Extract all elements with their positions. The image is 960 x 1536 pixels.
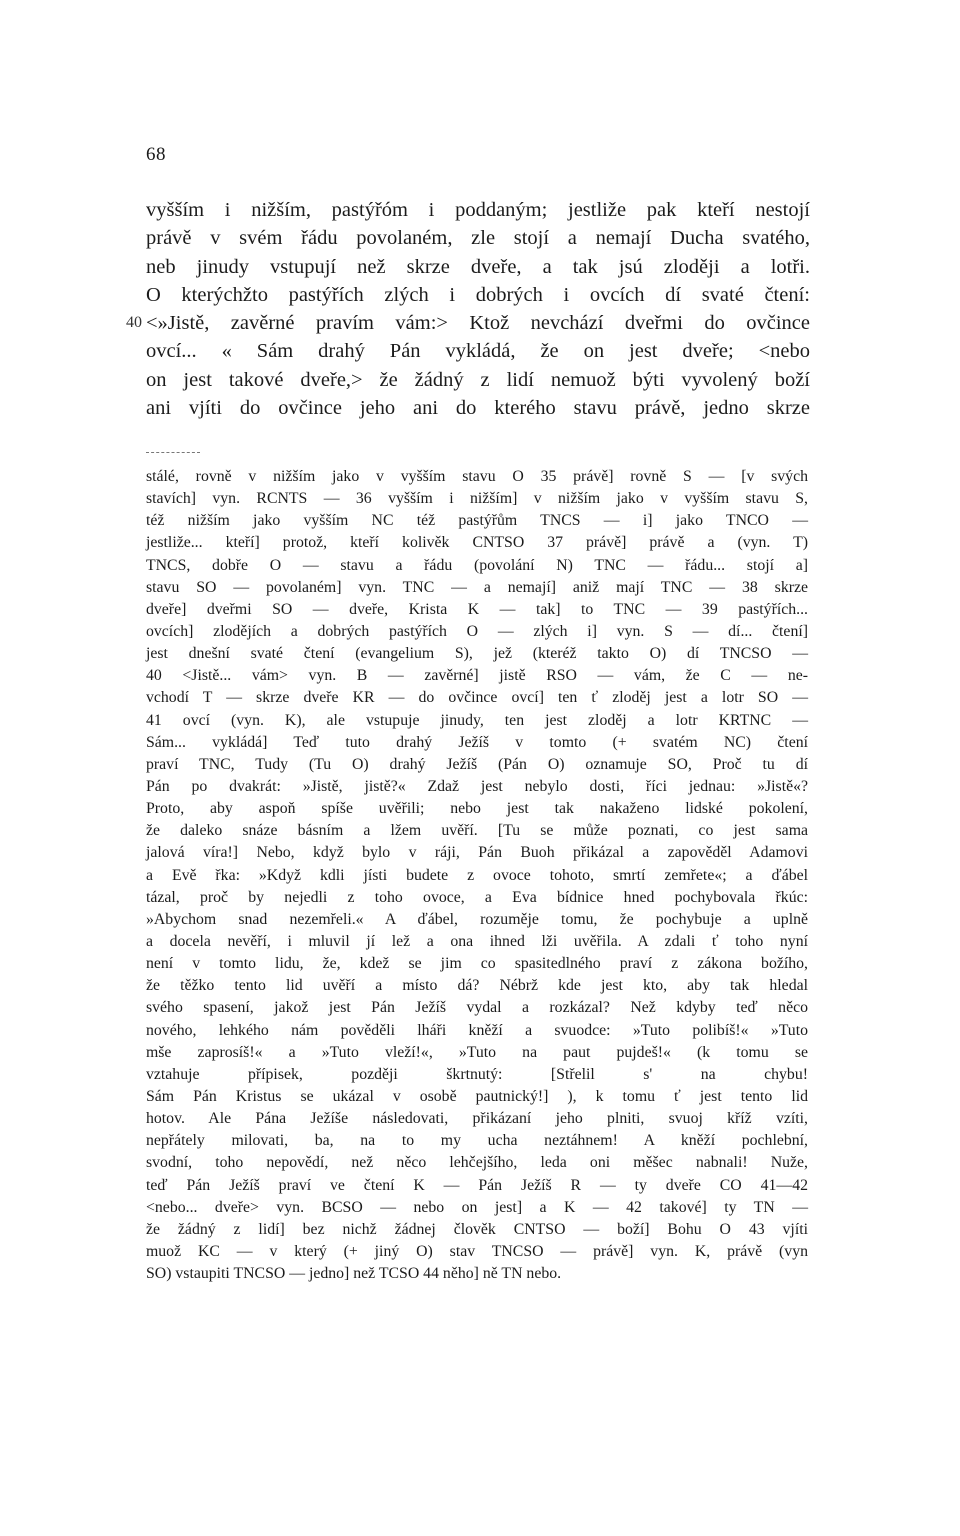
note-line: že žádný z lidí] bez nichž žádnej člověk CNTSO — boží] Bohu O 43 vjíti <box>146 1220 808 1238</box>
margin-line-number: 40 <box>126 314 142 332</box>
note-line: Sám Pán Kristus se ukázal v osobě pautnický!] ), k tomu ť jest tento lid <box>146 1087 808 1105</box>
note-line: SO) vstaupiti TNCSO — jedno] než TCSO 44 něho] ně TN nebo. <box>146 1265 562 1283</box>
note-line: že daleko snáze básním a lžem uvěří. [Tu se může poznati, co jest sama <box>146 822 808 840</box>
note-line: stavích] vyn. RCNTS — 36 vyšším i nižším] v nižším jako v vyšším stavu S, <box>146 490 808 508</box>
note-line: vztahuje přípisek, později škrtnutý: [Střelil s' na chybu! <box>146 1065 808 1083</box>
note-line: jestliže... kteří] protož, kteří kolivěk CNTSO 37 právě] právě a (vyn. T) <box>146 534 808 552</box>
note-line: Sám... vykládá] Teď tuto drahý Ježíš v tomto (+ svatém NC) čtení <box>146 733 808 751</box>
note-line: tázal, proč by nejedli z toho ovoce, a Eva bídnice hned pochybovala řkúc: <box>146 888 808 906</box>
note-line: jest dnešní svaté čtení (evangelium S), jež (kteréž takto O) dí TNCSO — <box>146 645 808 663</box>
note-line: není v tomto lidu, že, kdež se jim co spasitedlného praví z zákona božího, <box>146 955 808 973</box>
main-text-line: on jest takové dveře,> že žádný z lidí nemuož býti vyvolený boží <box>146 368 810 391</box>
note-line: muož KC — v který (+ jiný O) stav TNCSO — právě] vyn. K, právě (vyn <box>146 1242 808 1260</box>
note-line: ovcích] zlodějích a dobrých pastýřích O — zlých i] vyn. S — dí... čtení] <box>146 622 808 640</box>
main-text <box>126 196 810 422</box>
note-line: praví TNC, Tudy (Tu O) drahý Ježíš (Pán O) oznamuje SO, Proč tu dí <box>146 755 808 773</box>
note-line: 41 ovcí (vyn. K), ale vstupuje jinudy, ten jest zloděj a lotr KRTNC — <box>146 711 808 729</box>
note-line: stavu SO — povolaném] vyn. TNC — a nemají] aniž mají TNC — 38 skrze <box>146 578 808 596</box>
note-line: hotov. Ale Pána Ježíše následovati, přikázaní jeho plniti, svuoj kříž vzíti, <box>146 1110 808 1128</box>
note-line: 40 <Jistě... vám> vyn. B — zavěrné] jistě RSO — vám, že C — ne- <box>146 667 808 685</box>
note-line: mše zaprosíš!« a »Tuto vleží!«, »Tuto na paut pujdeš!« (k tomu se <box>146 1043 808 1061</box>
note-line: Proto, aby aspoň spíše uvěřili; nebo jest tak nakaženo lidské pokolení, <box>146 800 808 818</box>
main-text-line: ovcí... « Sám drahý Pán vykládá, že on jest dveře; <nebo <box>146 340 810 363</box>
note-line: teď Pán Ježíš praví ve čtení K — Pán Ježíš R — ty dveře CO 41—42 <box>146 1176 808 1194</box>
note-line: »Abychom snad nezemřeli.« A ďábel, rozuměje tomu, že pochybuje a uplně <box>146 910 808 928</box>
note-line: Pán po dvakrát: »Jistě, jistě?« Zdaž jest nebylo dosti, říci jednau: »Jistě«? <box>146 777 808 795</box>
note-line: a Evě řka: »Když kdli jísti budete z ovoce tohoto, smrtí zemřete«; a ďábel <box>146 866 808 884</box>
main-text-line: právě v svém řádu povolaném, zle stojí a nemají Ducha svatého, <box>146 227 810 250</box>
note-line: svého spasení, jakož jest Pán Ježíš vydal a rozkázal? Než kdyby teď něco <box>146 999 808 1017</box>
note-line: nového, lehkého nám pověděli lháři kněží a svuodce: »Tuto polibíš!« »Tuto <box>146 1021 808 1039</box>
apparatus-notes <box>146 466 808 1285</box>
note-line: stálé, rovně v nižším jako v vyšším stavu O 35 právě] rovně S — [v svých <box>146 468 808 485</box>
note-line: <nebo... dveře> vyn. BCSO — nebo on jest] a K — 42 takové] ty TN — <box>146 1198 808 1216</box>
main-text-line: ani vjíti do ovčince jeho ani do kterého stavu právě, jedno skrze <box>146 397 810 420</box>
main-text-line: O kterýchžto pastýřích zlých i dobrých i ovcích dí svaté čtení: <box>146 283 810 306</box>
main-text-line: vyšším i nižším, pastýřóm i poddaným; jestliže pak kteří nestojí <box>146 199 810 221</box>
note-line: svodní, toho nepovědí, než něco lehčejšího, leda oni měšec nabnali! Nuže, <box>146 1154 808 1172</box>
note-line: jalová víra!] Nebo, když bylo v ráji, Pán Buoh přikázal a zapověděl Adamovi <box>146 844 808 862</box>
note-line: že těžko tento lid uvěří a místo dá? Nébrž kde jest kto, aby tak hledal <box>146 977 808 995</box>
main-text-line: neb jinudy vstupují než skrze dveře, a tak jsú zloději a lotři. <box>146 255 810 278</box>
note-line: též nižším jako vyšším NC též pastýřům TNCS — i] jako TNCO — <box>146 512 808 530</box>
main-text-line: 40 <»Jistě, zavěrné pravím vám:> Ktož nevchází dveřmi do ovčince <box>146 309 810 337</box>
note-line: vchodí T — skrze dveře KR — do ovčince ovcí] ten ť zloděj jest a lotr SO — <box>146 689 808 707</box>
footnote-separator <box>146 452 200 453</box>
note-line: TNCS, dobře O — stavu a řádu (povolání N) TNC — řádu... stojí a] <box>146 556 808 574</box>
note-line: dveře] dveřmi SO — dveře, Krista K — tak] to TNC — 39 pastýřích... <box>146 600 808 618</box>
page-number: 68 <box>146 144 166 165</box>
note-line: nepřátely milovati, ba, na to my ucha neztáhnem! A kněží pochlební, <box>146 1132 808 1150</box>
note-line: a docela nevěří, i mluvil jí lež a ona ihned lži uvěřila. A zdali ť toho nyní <box>146 932 808 950</box>
